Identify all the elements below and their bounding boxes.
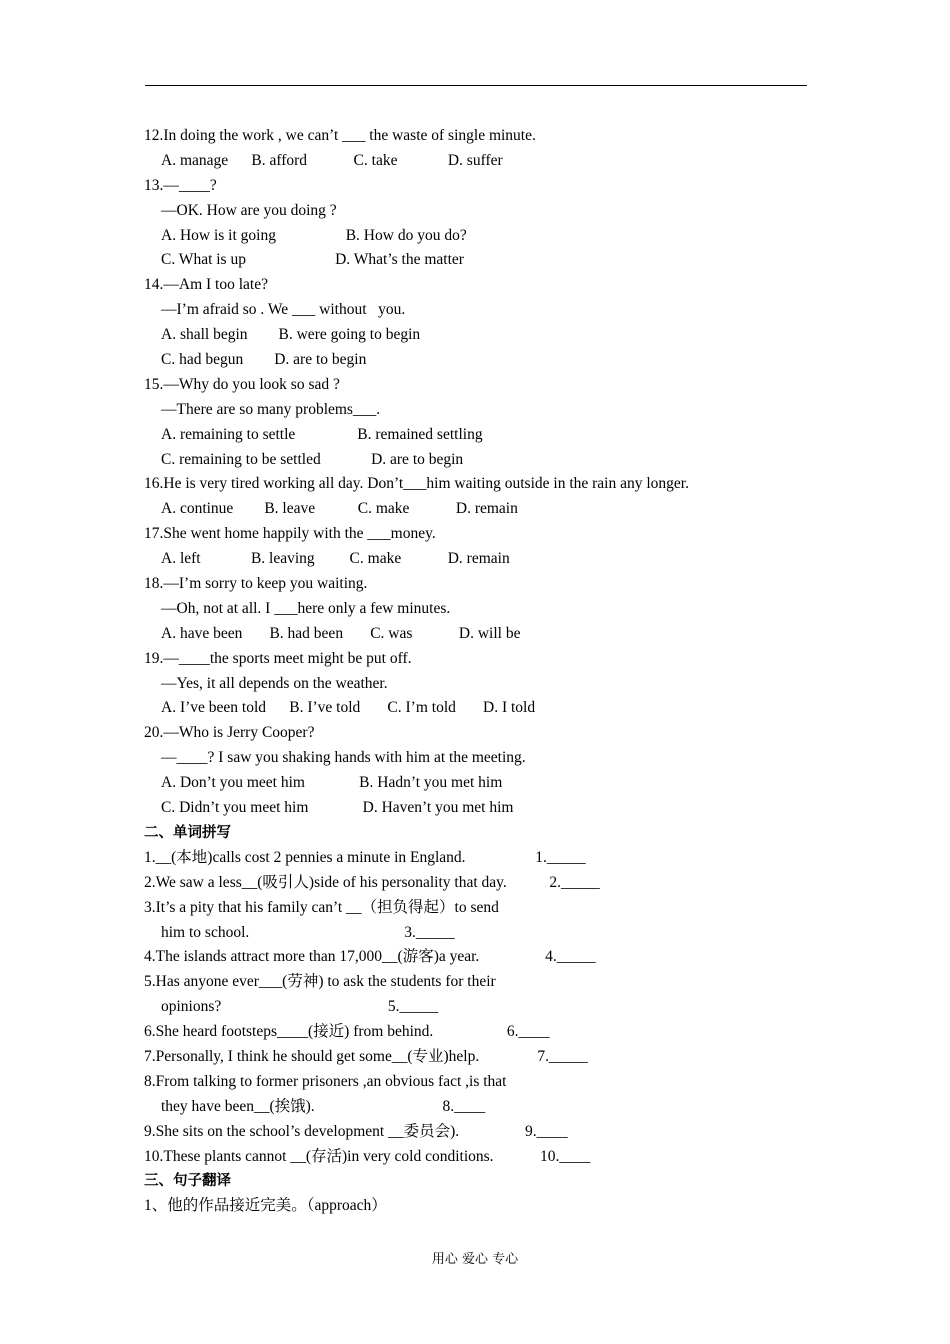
text-line: —I’m afraid so . We ___ without you.: [161, 301, 406, 319]
text-line: 1.__(本地)calls cost 2 pennies a minute in England. 1._____: [144, 848, 586, 866]
text-line: 7.Personally, I think he should get some__(专业)help. 7._____: [144, 1047, 588, 1065]
text-line: 14.—Am I too late?: [144, 276, 268, 294]
text-line: A. shall begin B. were going to begin: [161, 326, 421, 344]
text-line: 1、他的作品接近完美。（approach）: [144, 1197, 387, 1215]
text-line: A. left B. leaving C. make D. remain: [161, 550, 510, 568]
text-line: A. manage B. afford C. take D. suffer: [161, 151, 503, 169]
text-line: A. How is it going B. How do you do?: [161, 226, 467, 244]
text-line: C. Didn’t you meet him D. Haven’t you met him: [161, 799, 514, 817]
text-line: 5.Has anyone ever___(劳神) to ask the students for their: [144, 973, 496, 991]
text-line: C. What is up D. What’s the matter: [161, 251, 464, 269]
text-line: 10.These plants cannot __(存活)in very cold conditions. 10.____: [144, 1147, 591, 1165]
text-line: 3.It’s a pity that his family can’t __（担负得起）to send: [144, 898, 499, 916]
text-line: 19.—____the sports meet might be put off.: [144, 649, 412, 667]
text-line: —Yes, it all depends on the weather.: [161, 674, 388, 692]
text-line: 8.From talking to former prisoners ,an obvious fact ,is that: [144, 1072, 507, 1090]
text-line: 9.She sits on the school’s development __委员会). 9.____: [144, 1122, 568, 1140]
text-line: C. had begun D. are to begin: [161, 351, 367, 369]
text-line: A. Don’t you meet him B. Hadn’t you met him: [161, 774, 503, 792]
text-line: —OK. How are you doing ?: [161, 201, 337, 219]
text-line: 12.In doing the work , we can’t ___ the waste of single minute.: [144, 127, 536, 144]
header-rule: [145, 85, 807, 86]
text-line: C. remaining to be settled D. are to begin: [161, 450, 464, 468]
text-line: they have been__(挨饿). 8.____: [161, 1097, 486, 1115]
text-line: 15.—Why do you look so sad ?: [144, 375, 340, 393]
text-line: 6.She heard footsteps____(接近) from behind. 6.____: [144, 1023, 550, 1041]
page-footer: 用心 爱心 专心: [431, 1252, 519, 1267]
text-line: A. I’ve been told B. I’ve told C. I’m told D. I told: [161, 699, 536, 717]
text-line: —There are so many problems___.: [161, 400, 381, 418]
text-line: 17.She went home happily with the ___money.: [144, 525, 436, 543]
text-line: 18.—I’m sorry to keep you waiting.: [144, 575, 368, 593]
text-line: him to school. 3._____: [161, 923, 455, 941]
text-line: A. continue B. leave C. make D. remain: [161, 500, 518, 518]
section-heading: 二、单词拼写: [144, 824, 231, 841]
text-line: 20.—Who is Jerry Cooper?: [144, 724, 315, 742]
text-line: A. have been B. had been C. was D. will be: [161, 624, 521, 642]
text-line: 16.He is very tired working all day. Don’t___him waiting outside in the rain any longer.: [144, 475, 689, 493]
section-heading: 三、句子翻译: [144, 1173, 231, 1190]
text-line: —____? I saw you shaking hands with him at the meeting.: [161, 749, 526, 767]
text-line: —Oh, not at all. I ___here only a few minutes.: [161, 599, 451, 617]
text-line: 2.We saw a less__(吸引人)side of his personality that day. 2._____: [144, 873, 600, 891]
text-line: 13.—____?: [144, 176, 217, 194]
document-body: [144, 124, 824, 1219]
text-line: 4.The islands attract more than 17,000__(游客)a year. 4._____: [144, 948, 596, 966]
text-line: opinions? 5._____: [161, 998, 439, 1016]
text-line: A. remaining to settle B. remained settling: [161, 425, 483, 443]
